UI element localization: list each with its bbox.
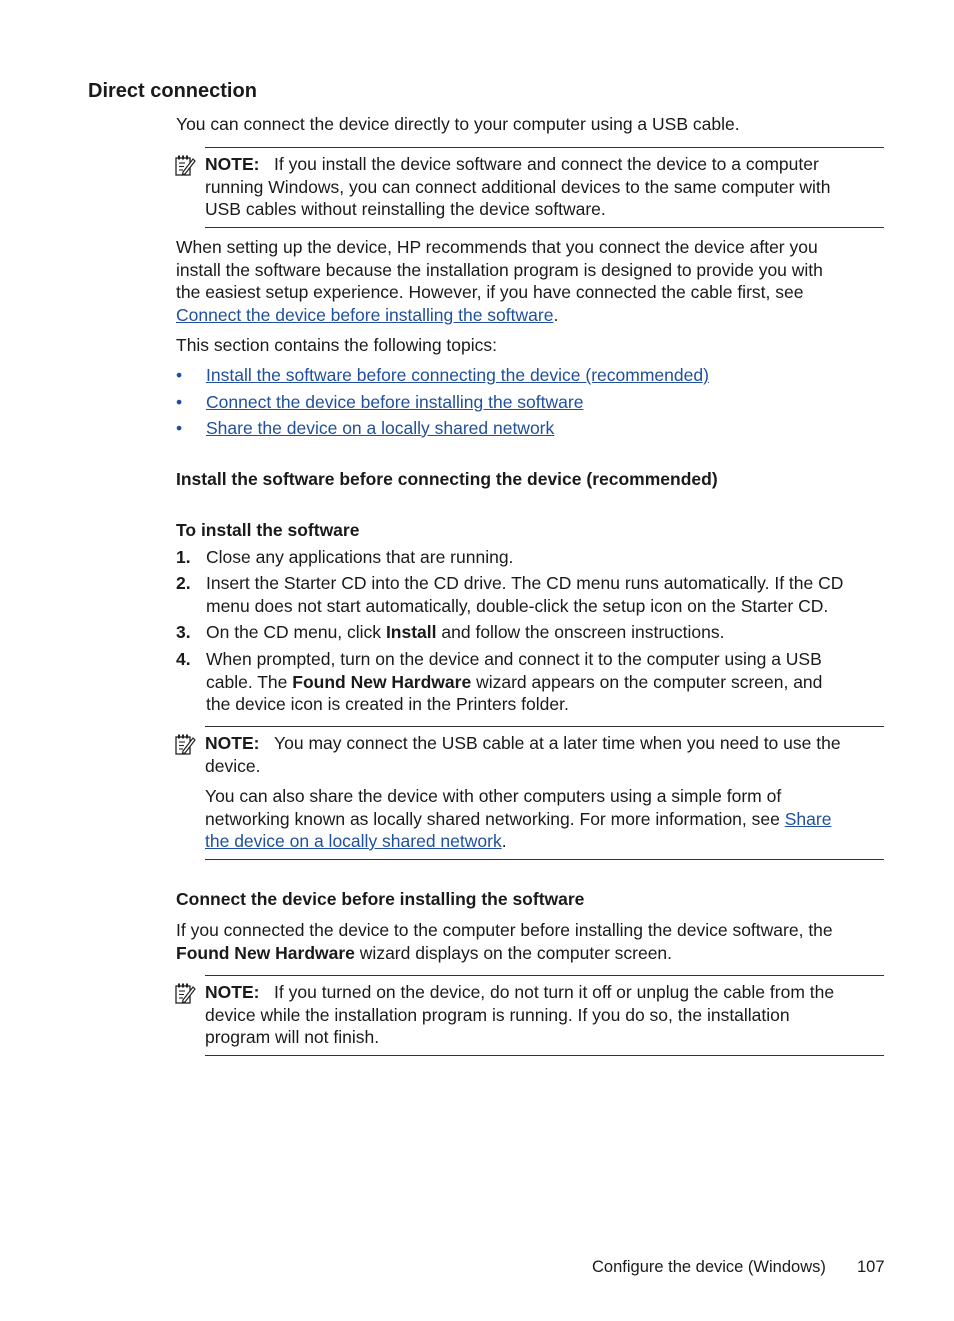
note-text: device while the installation program is running. If you do so, the installation (205, 1004, 790, 1025)
note-text: USB cables without reinstalling the device software. (205, 199, 606, 219)
note-text: device. (205, 755, 261, 776)
step-number: 2. (176, 573, 191, 593)
note-bottom-rule (205, 1055, 884, 1056)
step-2-text (206, 572, 843, 617)
topic-link-install[interactable]: Install the software before connecting the device (recommended) (206, 365, 709, 385)
note-text: running Windows, you can connect additional devices to the same computer with (205, 176, 831, 197)
topics-intro: This section contains the following topics: (176, 335, 497, 355)
note-top-rule (205, 147, 884, 148)
step-line: menu does not start automatically, double-click the setup icon on the Starter CD. (206, 595, 829, 616)
note-text: program will not finish. (205, 1027, 380, 1047)
footer-chapter: Configure the device (Windows) (592, 1258, 826, 1276)
step-3-text (206, 621, 724, 644)
paragraph-emphasis: Found New Hardware (176, 942, 355, 963)
note-label: NOTE: (205, 733, 260, 753)
bullet: • (176, 365, 183, 385)
paragraph-line: install the software because the installation program is designed to provide you with (176, 259, 823, 280)
paragraph-line: the easiest setup experience. However, if you have connected the cable first, see (176, 282, 804, 302)
note-top-rule (205, 975, 884, 976)
step-line: the device icon is created in the Printers folder. (206, 694, 569, 714)
setup-paragraph (176, 236, 876, 326)
topic-link-share[interactable]: Share the device on a locally shared network (206, 418, 555, 438)
step-4-text (206, 648, 822, 716)
step-emphasis: Found New Hardware (292, 671, 472, 692)
bullet: • (176, 392, 183, 412)
step-line: When prompted, turn on the device and connect it to the computer using a USB (206, 649, 822, 669)
note-pencil-icon (174, 155, 196, 177)
note-pencil-icon (174, 734, 196, 756)
note-2-paragraph (205, 785, 885, 853)
note-text: networking known as locally shared networking. For more information, see (205, 808, 780, 829)
note-1 (205, 153, 885, 221)
note-text: You may connect the USB cable at a later time when you need to use the (274, 733, 841, 753)
link-connect-before-install[interactable]: Connect the device before installing the software (176, 304, 554, 325)
paragraph-line: wizard displays on the computer screen. (359, 942, 673, 963)
step-1-text: Close any applications that are running. (206, 547, 514, 567)
note-text: If you install the device software and connect the device to a computer (274, 154, 819, 174)
note-text: If you turned on the device, do not turn it off or unplug the cable from the (274, 982, 835, 1002)
note-bottom-rule (205, 859, 884, 860)
page-number: 107 (857, 1258, 885, 1276)
note-pencil-icon (174, 983, 196, 1005)
paragraph-line: When setting up the device, HP recommends that you connect the device after you (176, 237, 818, 257)
section-heading: Direct connection (88, 80, 257, 102)
note-text: You can also share the device with other computers using a simple form of (205, 786, 782, 806)
note-3 (205, 981, 885, 1049)
punctuation: . (553, 304, 559, 325)
note-2 (205, 732, 885, 777)
connect-paragraph (176, 919, 876, 964)
note-top-rule (205, 726, 884, 727)
step-number: 1. (176, 547, 191, 567)
install-subheading: To install the software (176, 520, 360, 540)
note-bottom-rule (205, 227, 884, 228)
step-text: On the CD menu, click (206, 622, 382, 642)
paragraph-line: If you connected the device to the computer before installing the device software, the (176, 920, 833, 940)
intro-text: You can connect the device directly to your computer using a USB cable. (176, 114, 740, 134)
link-share-device[interactable]: Share (784, 808, 832, 829)
install-heading: Install the software before connecting the device (recommended) (176, 469, 718, 489)
step-text: wizard appears on the computer screen, and (476, 671, 823, 692)
connect-heading: Connect the device before installing the software (176, 889, 585, 909)
topic-link-connect[interactable]: Connect the device before installing the software (206, 392, 584, 412)
bullet: • (176, 418, 183, 438)
link-share-device[interactable]: the device on a locally shared network (205, 831, 502, 851)
step-text: and follow the onscreen instructions. (441, 622, 725, 642)
step-text: cable. The (206, 671, 288, 692)
note-label: NOTE: (205, 982, 260, 1002)
step-number: 3. (176, 622, 191, 642)
step-emphasis: Install (385, 622, 437, 642)
punctuation: . (501, 831, 507, 851)
step-line: Insert the Starter CD into the CD drive. The CD menu runs automatically. If the CD (206, 573, 844, 593)
note-label: NOTE: (205, 154, 260, 174)
step-number: 4. (176, 649, 191, 669)
